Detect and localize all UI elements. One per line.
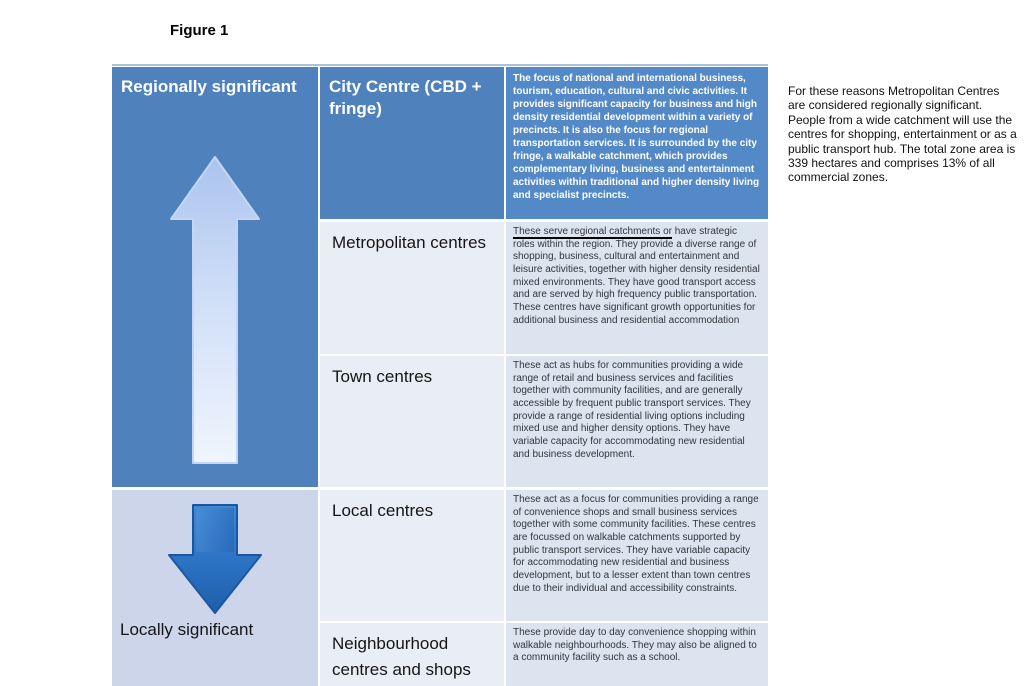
centre-name-label: Town centres	[332, 367, 433, 386]
centre-description-text	[506, 222, 768, 328]
underlined-phrase: These serve regional catchments or	[513, 226, 672, 237]
figure-title: Figure 1	[170, 22, 229, 39]
centre-name-city-centre	[320, 67, 504, 219]
side-note-paragraph: For these reasons Metropolitan Centres are considered regionally significant. People from a wide catchment will use the centres for shopping, entertainment or as a public transport hub. The total zone area is 339 hectares and comprises 13% of all commercial zones.	[788, 84, 1017, 185]
centre-description-local	[506, 490, 768, 621]
table-top-border	[112, 64, 768, 66]
centre-description-text: These provide day to day convenience shopping within walkable neighbourhoods. They may also be aligned to a community facility such as a school.	[513, 627, 757, 664]
centre-description-neighbourhood	[506, 623, 768, 686]
centre-name-metropolitan	[320, 222, 504, 354]
down-block-arrow-icon	[167, 503, 263, 615]
centre-name-local	[320, 490, 504, 621]
centre-description-metropolitan	[506, 222, 768, 354]
description-rest: have strategic roles within the region. They provide a diverse range of shopping, business, cultural and entertainment and leisure activities, together with higher density residential mixed environments. They have good transport access and are served by high frequency public transportation. These centres have significant growth opportunities for additional business and residential accommodation	[513, 226, 760, 326]
centre-name-town	[320, 356, 504, 487]
centre-name-label: Metropolitan centres	[332, 233, 487, 252]
centre-name-label: City Centre (CBD + fringe)	[329, 77, 482, 119]
locally-significant-label: Locally significant	[120, 620, 254, 639]
centre-description-text: The focus of national and international business, tourism, education, cultural and civic activities. It provides significant capacity for business and high density residential development within a variety of precincts. It is also the focus for regional transportation services. It is surrounded by the city fringe, a walkable catchment, which provides complementary living, business and entertainment activities within traditional and higher density living and specialist precincts.	[513, 73, 760, 201]
centre-description-city-centre	[506, 67, 768, 219]
centre-name-label: Local centres	[332, 501, 434, 520]
up-block-arrow-icon	[169, 155, 261, 465]
centre-name-neighbourhood	[320, 623, 504, 686]
centre-description-text: These act as hubs for communities providing a wide range of retail and business services and facilities together with community facilities, and are generally accessible by frequent public transport services. They provide a range of residential living options including mixed use and higher density options. They have variable capacity for accommodating new residential and business development.	[513, 360, 751, 460]
centre-description-town	[506, 356, 768, 487]
centre-name-label: Neighbourhood centres and shops	[332, 634, 471, 680]
centre-description-text: These act as a focus for communities providing a range of convenience shops and small business services together with some community facilities. These centres are focussed on walkable catchments supported by public transport services. They have variable capacity for accommodating new residential and business development, but to a lesser extent than town centres due to their individual and accessibility constraints.	[513, 494, 759, 594]
regionally-significant-label: Regionally significant	[121, 77, 297, 96]
